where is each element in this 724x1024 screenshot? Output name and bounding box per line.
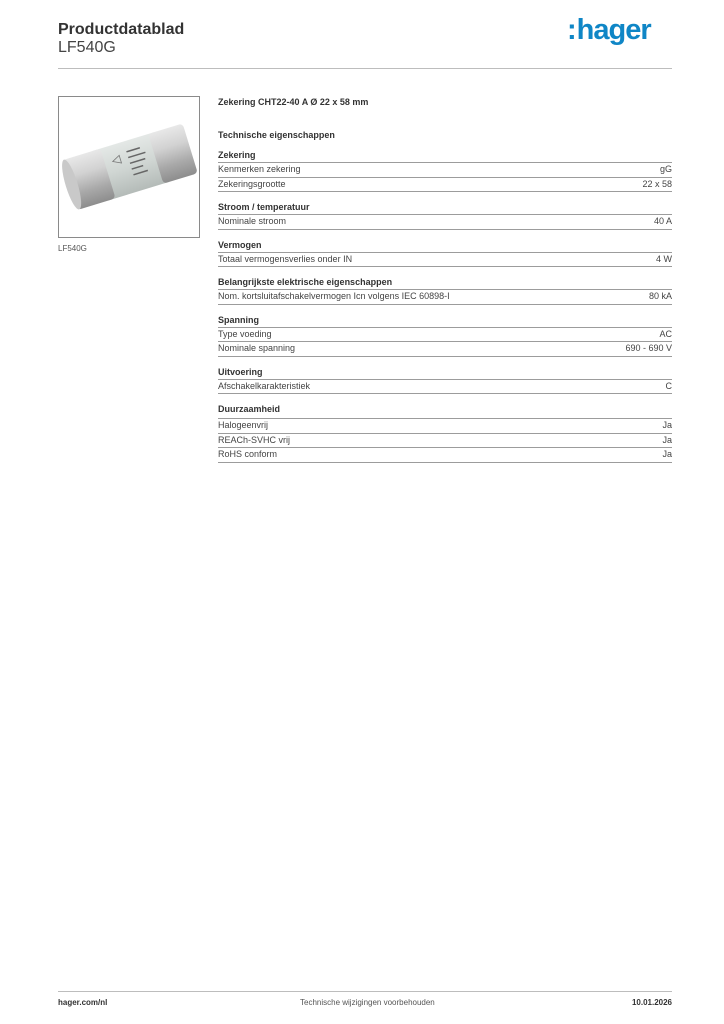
spec-value: Ja bbox=[662, 434, 672, 445]
spec-value: 690 - 690 V bbox=[625, 343, 672, 353]
footer-divider bbox=[58, 991, 672, 992]
section-title: Zekering bbox=[218, 149, 672, 163]
spec-row bbox=[218, 342, 672, 357]
spec-value: 80 kA bbox=[648, 291, 672, 301]
footer-notice: Technische wijzigingen voorbehouden bbox=[300, 998, 435, 1007]
spec-value: gG bbox=[659, 164, 672, 174]
footer-date: 10.01.2026 bbox=[631, 998, 672, 1007]
spec-label: Nom. kortsluitafschakelvermogen Icn volgens IEC 60898-I bbox=[218, 291, 450, 301]
page-title: Productdatablad bbox=[58, 21, 185, 38]
spec-label: Afschakelkarakteristiek bbox=[218, 380, 311, 391]
section-title: Spanning bbox=[218, 314, 672, 328]
spec-label: Nominale spanning bbox=[218, 343, 296, 353]
spec-row bbox=[218, 178, 672, 193]
spec-value: 22 x 58 bbox=[642, 178, 672, 189]
spec-row bbox=[218, 419, 672, 434]
spec-row bbox=[218, 448, 672, 463]
spec-label: REACh-SVHC vrij bbox=[218, 434, 291, 445]
section-title: Vermogen bbox=[218, 239, 672, 253]
logo-text: hager bbox=[576, 14, 651, 46]
spec-row bbox=[218, 215, 672, 230]
spec-value: 4 W bbox=[655, 253, 672, 264]
spec-label: Totaal vermogensverlies onder IN bbox=[218, 253, 353, 264]
spec-row bbox=[218, 290, 672, 305]
spec-label: RoHS conform bbox=[218, 449, 278, 459]
spec-value: 40 A bbox=[653, 216, 672, 226]
section-elektrisch bbox=[218, 276, 672, 305]
section-vermogen bbox=[218, 239, 672, 268]
section-spanning bbox=[218, 314, 672, 357]
spec-value: AC bbox=[659, 328, 672, 339]
logo-dots: : bbox=[567, 14, 577, 46]
spec-value: Ja bbox=[662, 420, 672, 430]
section-uitvoering bbox=[218, 366, 672, 395]
header-divider bbox=[58, 68, 672, 69]
spec-row bbox=[218, 434, 672, 449]
spec-value: C bbox=[665, 380, 672, 391]
spec-label: Nominale stroom bbox=[218, 216, 287, 226]
section-zekering bbox=[218, 149, 672, 192]
spec-value: Ja bbox=[662, 449, 672, 459]
image-caption: LF540G bbox=[58, 244, 87, 253]
spec-content bbox=[218, 96, 672, 472]
footer-website-link[interactable]: hager.com/nl bbox=[58, 998, 108, 1007]
product-code: LF540G bbox=[58, 39, 116, 56]
hager-logo bbox=[567, 14, 651, 47]
spec-row bbox=[218, 253, 672, 268]
section-duurzaamheid bbox=[218, 403, 672, 463]
spec-label: Kenmerken zekering bbox=[218, 164, 301, 174]
product-image bbox=[58, 96, 200, 238]
section-title: Duurzaamheid bbox=[218, 403, 672, 419]
spec-row bbox=[218, 163, 672, 178]
spec-row bbox=[218, 328, 672, 343]
fuse-illustration bbox=[59, 97, 199, 237]
section-title: Stroom / temperatuur bbox=[218, 201, 672, 215]
spec-label: Halogeenvrij bbox=[218, 420, 269, 430]
spec-row bbox=[218, 380, 672, 395]
spec-label: Type voeding bbox=[218, 328, 272, 339]
tech-heading: Technische eigenschappen bbox=[218, 130, 335, 140]
spec-label: Zekeringsgrootte bbox=[218, 178, 286, 189]
section-stroom bbox=[218, 201, 672, 230]
product-name: Zekering CHT22-40 A Ø 22 x 58 mm bbox=[218, 97, 369, 107]
section-title: Belangrijkste elektrische eigenschappen bbox=[218, 276, 672, 290]
section-title: Uitvoering bbox=[218, 366, 672, 380]
